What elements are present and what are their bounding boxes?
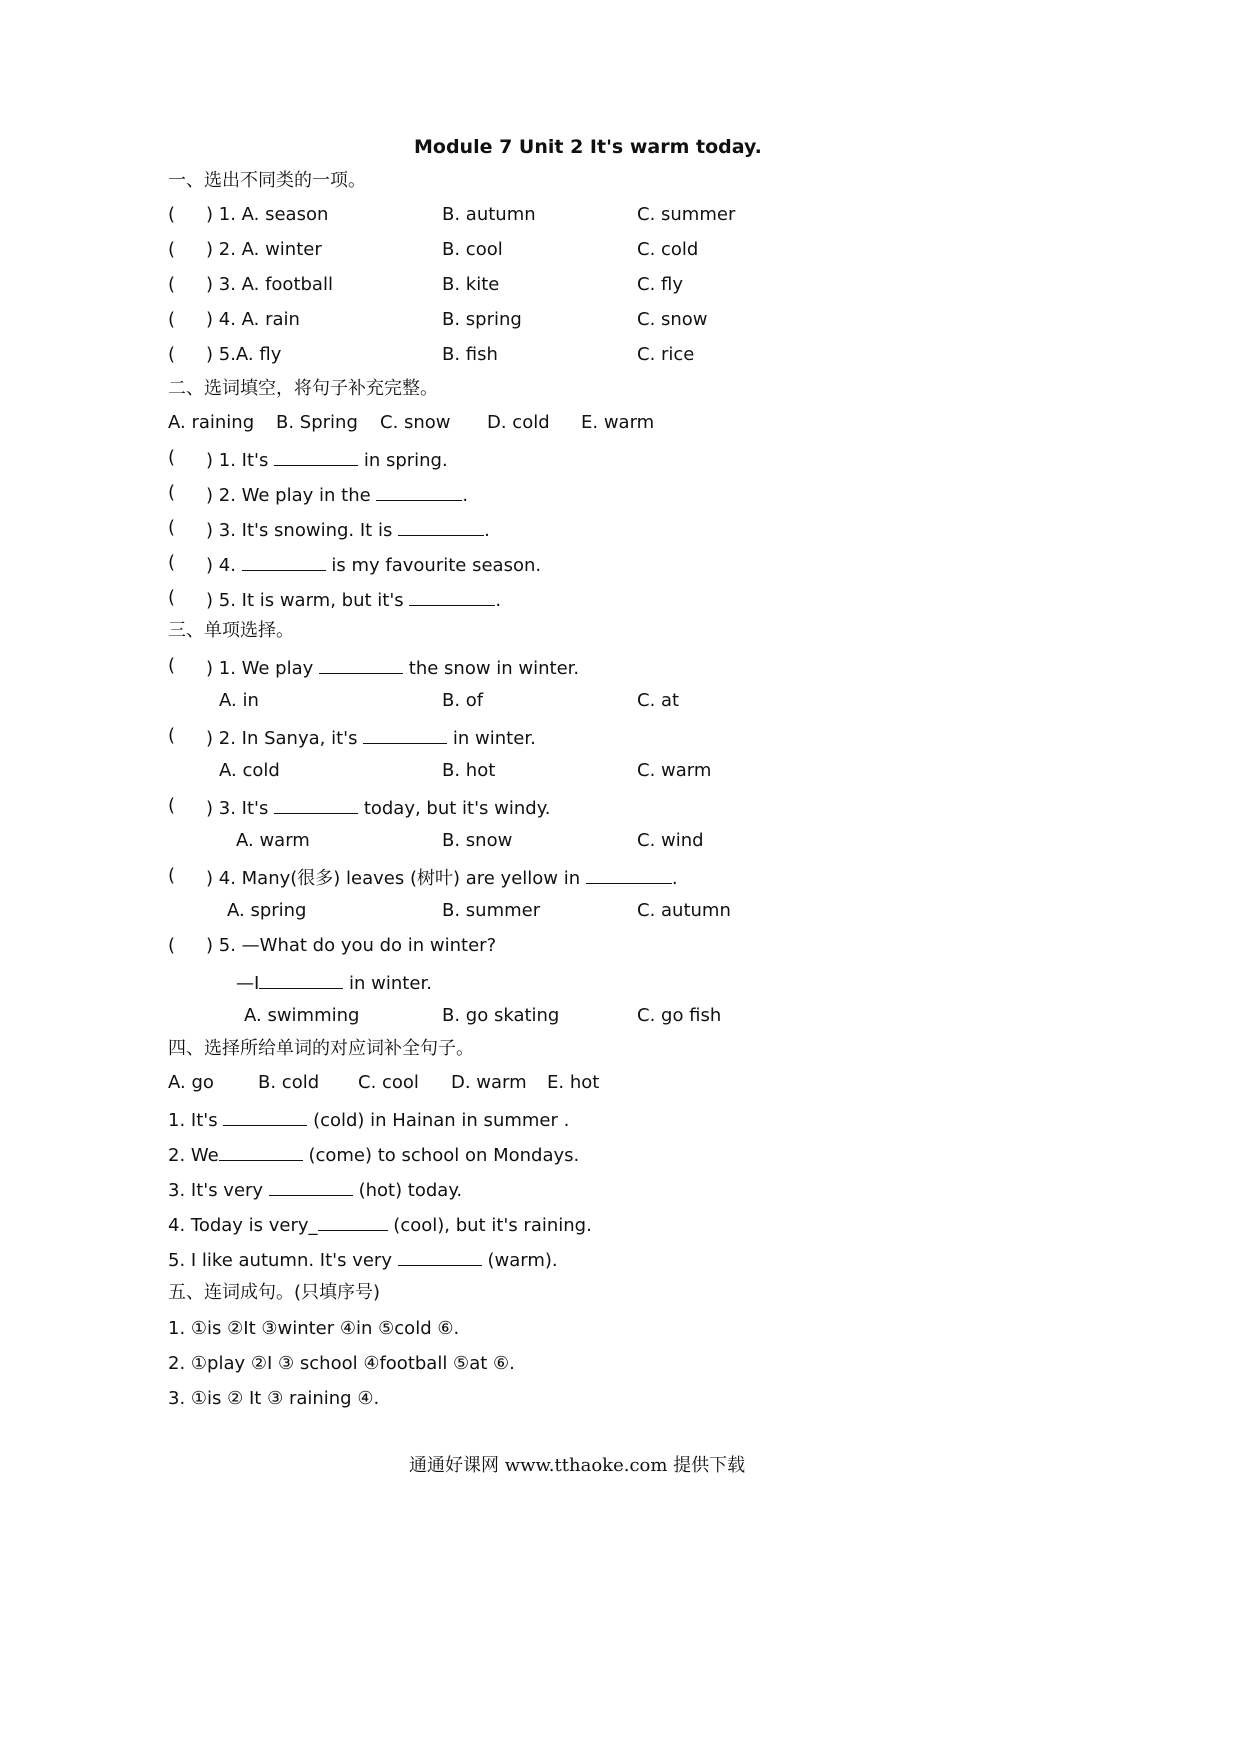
question-text: ) 5.A. fly (206, 344, 282, 365)
word-bank-item: E. warm (581, 412, 655, 433)
sentence-start: 1. It's (168, 1110, 218, 1131)
answer-paren: ( (168, 552, 176, 573)
sentence-start: 3. It's very (168, 1180, 264, 1201)
answer-paren: ( (168, 655, 176, 676)
section-heading-5: 五、连词成句。(只填序号) (168, 1282, 381, 1303)
answer-blank[interactable] (319, 657, 403, 674)
option-b: B. spring (442, 309, 522, 330)
page-title: Module 7 Unit 2 It's warm today. (414, 136, 762, 158)
option-a: A. warm (236, 830, 310, 851)
answer-blank[interactable] (274, 449, 358, 466)
answer-paren: ( (168, 274, 176, 295)
answer-paren: ( (168, 587, 176, 608)
sentence-end: . (671, 868, 678, 889)
option-b: B. autumn (442, 204, 536, 225)
sentence-end: in spring. (363, 450, 448, 471)
footer-credit: 通通好课网 www.tthaoke.com 提供下载 (409, 1455, 746, 1476)
option-c: C. cold (637, 239, 699, 260)
word-order-item: 1. ①is ②It ③winter ④in ⑤cold ⑥. (168, 1318, 460, 1339)
option-b: B. snow (442, 830, 513, 851)
sentence-end: is my favourite season. (331, 555, 542, 576)
option-b: B. of (442, 690, 484, 711)
answer-paren: ( (168, 517, 176, 538)
sentence-start: ) 4. Many(很多) leaves (树叶) are yellow in (206, 868, 581, 889)
option-c: C. summer (637, 204, 736, 225)
fill-blank-sentence (206, 449, 448, 470)
option-c: C. at (637, 690, 680, 711)
sentence-end: (hot) today. (358, 1180, 463, 1201)
option-b: B. go skating (442, 1005, 560, 1026)
question-text: ) 3. A. football (206, 274, 333, 295)
sentence-end: today, but it's windy. (363, 798, 551, 819)
sentence-start: —I (236, 973, 260, 994)
section-heading-2: 二、选词填空，将句子补充完整。 (168, 378, 438, 399)
sentence-end: . (462, 485, 469, 506)
word-bank-item: C. snow (380, 412, 451, 433)
option-b: B. summer (442, 900, 541, 921)
option-b: B. hot (442, 760, 496, 781)
answer-paren: ( (168, 447, 176, 468)
sentence-end: in winter. (452, 728, 536, 749)
fill-blank-sentence (206, 484, 468, 505)
word-bank-item: C. cool (358, 1072, 419, 1093)
sentence-end: in winter. (349, 973, 432, 994)
answer-paren: ( (168, 865, 176, 886)
question-text: ) 4. A. rain (206, 309, 300, 330)
fill-blank-sentence (206, 589, 501, 610)
answer-blank[interactable] (219, 1144, 303, 1161)
option-c: C. snow (637, 309, 708, 330)
dialogue-reply (236, 972, 432, 993)
sentence-start: ) 2. In Sanya, it's (206, 728, 358, 749)
section-heading-3: 三、单项选择。 (168, 620, 294, 641)
sentence-end: (warm). (487, 1250, 558, 1271)
question-sentence (206, 797, 551, 818)
option-a: A. swimming (244, 1005, 360, 1026)
sentence-start: 4. Today is very_ (168, 1215, 318, 1236)
option-c: C. go fish (637, 1005, 722, 1026)
answer-paren: ( (168, 309, 176, 330)
sentence-end: (come) to school on Mondays. (308, 1145, 580, 1166)
answer-paren: ( (168, 204, 176, 225)
sentence-start: 5. I like autumn. It's very (168, 1250, 392, 1271)
option-c: C. autumn (637, 900, 731, 921)
answer-paren: ( (168, 795, 176, 816)
question-sentence (206, 727, 536, 748)
fill-blank-sentence (206, 519, 490, 540)
section-heading-4: 四、选择所给单词的对应词补全句子。 (168, 1038, 474, 1059)
answer-blank[interactable] (259, 972, 343, 989)
word-order-item: 2. ①play ②I ③ school ④football ⑤at ⑥. (168, 1353, 515, 1374)
answer-blank[interactable] (274, 797, 358, 814)
fill-blank-sentence (168, 1214, 592, 1235)
option-b: B. fish (442, 344, 498, 365)
word-bank-item: A. go (168, 1072, 214, 1093)
sentence-end: the snow in winter. (408, 658, 580, 679)
section-heading-1: 一、选出不同类的一项。 (168, 170, 366, 191)
fill-blank-sentence (168, 1109, 569, 1130)
sentence-start: ) 4. (206, 555, 236, 576)
answer-blank[interactable] (318, 1214, 388, 1231)
word-order-item: 3. ①is ② It ③ raining ④. (168, 1388, 380, 1409)
sentence-start: ) 2. We play in the (206, 485, 371, 506)
word-bank-item: D. warm (451, 1072, 527, 1093)
option-b: B. kite (442, 274, 500, 295)
answer-blank[interactable] (586, 867, 672, 884)
word-bank-item: E. hot (547, 1072, 600, 1093)
fill-blank-sentence (168, 1179, 462, 1200)
option-a: A. cold (219, 760, 280, 781)
fill-blank-sentence (168, 1144, 579, 1165)
question-sentence (206, 867, 678, 888)
fill-blank-sentence (168, 1249, 558, 1270)
answer-blank[interactable] (376, 484, 462, 501)
sentence-start: ) 3. It's (206, 798, 269, 819)
option-a: A. spring (227, 900, 307, 921)
word-bank-item: B. Spring (276, 412, 358, 433)
question-text: ) 2. A. winter (206, 239, 322, 260)
answer-paren: ( (168, 935, 176, 956)
answer-blank[interactable] (269, 1179, 353, 1196)
word-bank-item: D. cold (487, 412, 550, 433)
word-bank-item: B. cold (258, 1072, 320, 1093)
question-sentence (206, 657, 579, 678)
question-text: ) 1. A. season (206, 204, 329, 225)
answer-blank[interactable] (409, 589, 495, 606)
answer-paren: ( (168, 344, 176, 365)
answer-paren: ( (168, 239, 176, 260)
answer-blank[interactable] (398, 1249, 482, 1266)
sentence-start: ) 1. It's (206, 450, 269, 471)
answer-blank[interactable] (363, 727, 447, 744)
option-b: B. cool (442, 239, 503, 260)
answer-blank[interactable] (242, 554, 326, 571)
sentence-start: ) 5. It is warm, but it's (206, 590, 404, 611)
question-sentence: ) 5. —What do you do in winter? (206, 935, 497, 956)
sentence-end: . (484, 520, 490, 541)
answer-blank[interactable] (398, 519, 484, 536)
answer-paren: ( (168, 725, 176, 746)
word-bank-item: A. raining (168, 412, 255, 433)
answer-paren: ( (168, 482, 176, 503)
fill-blank-sentence (206, 554, 541, 575)
sentence-start: 2. We (168, 1145, 219, 1166)
sentence-end: (cool), but it's raining. (393, 1215, 592, 1236)
option-c: C. warm (637, 760, 712, 781)
sentence-end: (cold) in Hainan in summer . (313, 1110, 570, 1131)
option-a: A. in (219, 690, 259, 711)
option-c: C. fly (637, 274, 684, 295)
option-c: C. wind (637, 830, 704, 851)
sentence-end: . (495, 590, 502, 611)
option-c: C. rice (637, 344, 695, 365)
sentence-start: ) 3. It's snowing. It is (206, 520, 393, 541)
sentence-start: ) 1. We play (206, 658, 314, 679)
answer-blank[interactable] (223, 1109, 307, 1126)
